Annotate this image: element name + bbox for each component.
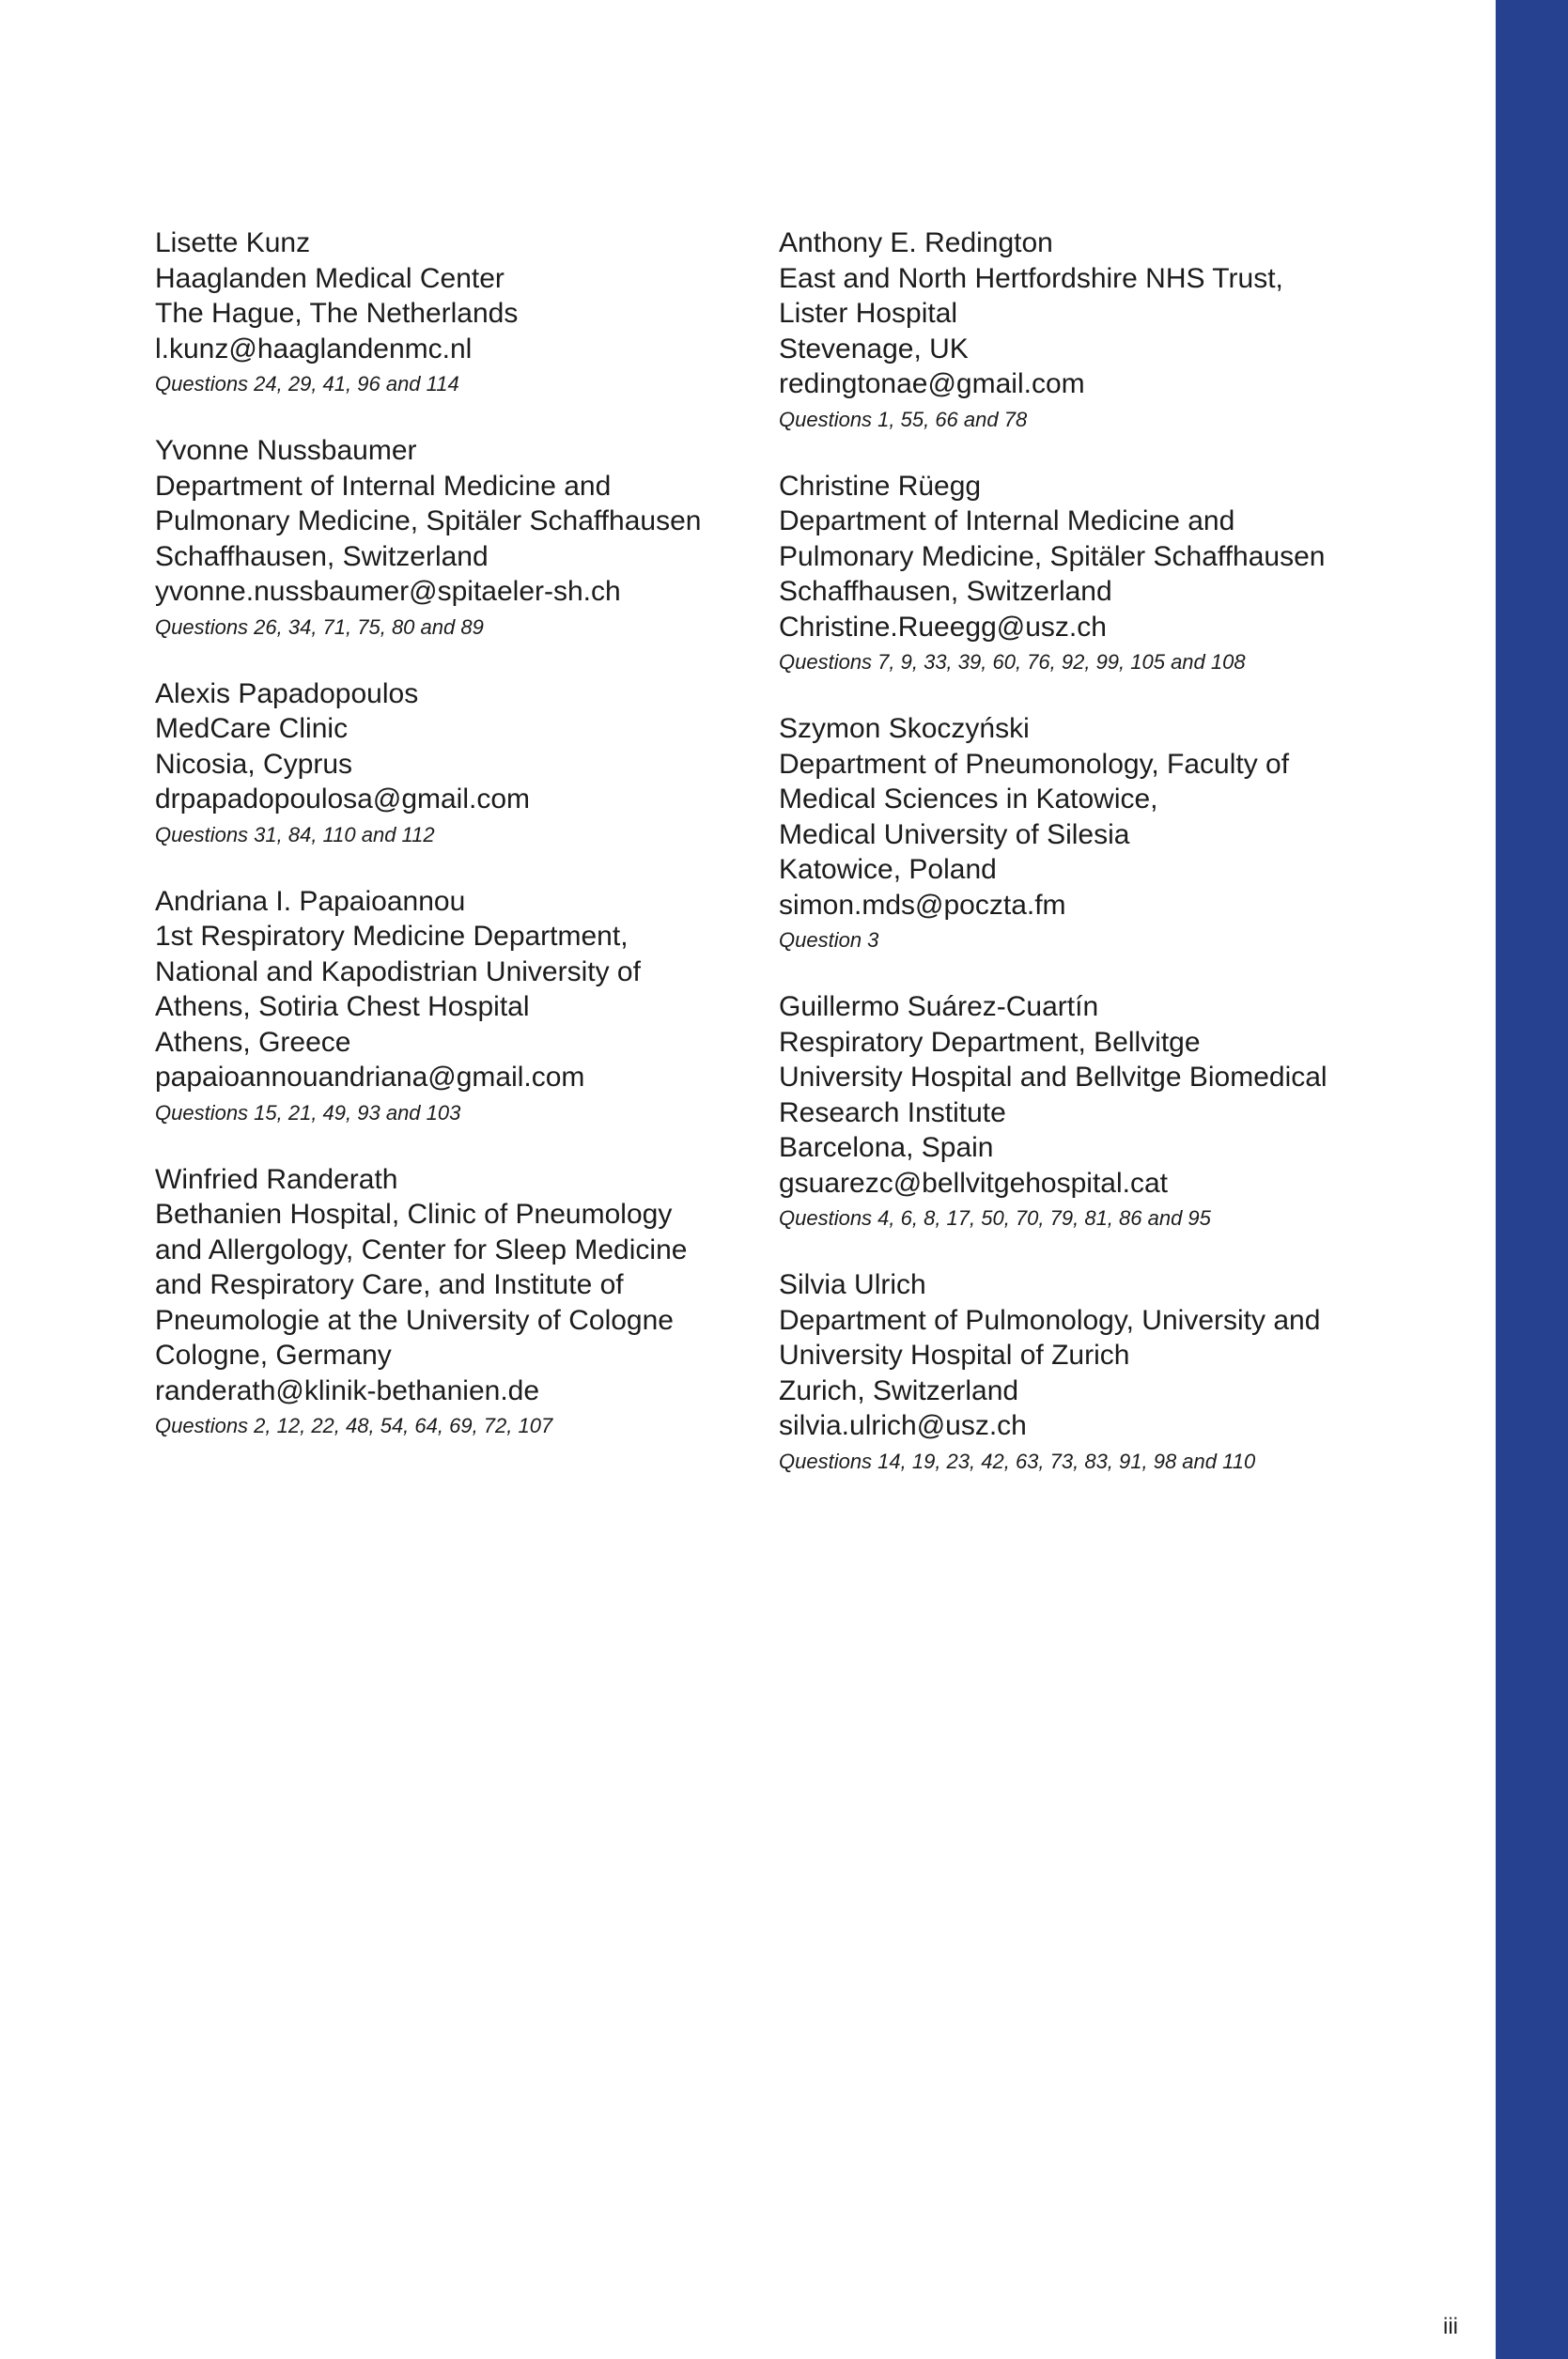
contributor-entry: [155, 1162, 756, 1442]
contributor-affiliation-line: and Respiratory Care, and Institute of: [155, 1269, 624, 1300]
contributor-email: Christine.Rueegg@usz.ch: [779, 611, 1107, 643]
contributor-affiliation-line: Research Institute: [779, 1096, 1006, 1128]
contributor-name: Yvonne Nussbaumer: [155, 435, 417, 466]
contributor-affiliation-line: Pneumologie at the University of Cologne: [155, 1304, 674, 1336]
contributor-affiliation-line: Lister Hospital: [779, 298, 958, 329]
page-number: iii: [1443, 2314, 1458, 2339]
contributor-affiliation-line: Pulmonary Medicine, Spitäler Schaffhausen: [155, 505, 702, 536]
contributor-affiliation-line: The Hague, The Netherlands: [155, 298, 519, 329]
contributor-questions: Question 3: [779, 928, 879, 952]
contributor-entry: [779, 989, 1380, 1234]
contributor-affiliation-line: Medical Sciences in Katowice,: [779, 784, 1158, 815]
side-color-bar: [1496, 0, 1568, 2359]
contributor-questions: Questions 2, 12, 22, 48, 54, 64, 69, 72, 107: [155, 1414, 553, 1437]
contributor-questions: Questions 7, 9, 33, 39, 60, 76, 92, 99, 105 and 108: [779, 650, 1246, 674]
contributor-entry: [155, 884, 756, 1128]
contributor-affiliation-line: Medical University of Silesia: [779, 818, 1130, 850]
contributor-name: Winfried Randerath: [155, 1163, 398, 1195]
contributor-entry: [155, 433, 756, 643]
contributor-affiliation-line: University Hospital of Zurich: [779, 1340, 1130, 1371]
contributor-affiliation-line: Respiratory Department, Bellvitge: [779, 1026, 1201, 1058]
contributor-affiliation-line: 1st Respiratory Medicine Department,: [155, 921, 629, 952]
contributor-entry: [779, 469, 1380, 678]
contributor-affiliation-line: Haaglanden Medical Center: [155, 262, 505, 294]
contributor-affiliation-line: Athens, Greece: [155, 1026, 351, 1058]
contributor-affiliation-line: Stevenage, UK: [779, 333, 969, 365]
contributor-name: Guillermo Suárez-Cuartín: [779, 991, 1099, 1022]
contributor-affiliation-line: Nicosia, Cyprus: [155, 748, 353, 780]
contributor-questions: Questions 24, 29, 41, 96 and 114: [155, 372, 459, 396]
contributor-entry: [779, 711, 1380, 955]
contributor-email: randerath@klinik-bethanien.de: [155, 1374, 540, 1406]
contributor-affiliation-line: Schaffhausen, Switzerland: [779, 576, 1112, 607]
contributor-affiliation-line: MedCare Clinic: [155, 713, 349, 744]
contributor-affiliation-line: Department of Internal Medicine and: [155, 470, 612, 502]
contributor-affiliation-line: Barcelona, Spain: [779, 1132, 994, 1163]
contributor-email: silvia.ulrich@usz.ch: [779, 1410, 1027, 1441]
contributor-questions: Questions 26, 34, 71, 75, 80 and 89: [155, 614, 484, 639]
contributor-affiliation-line: Department of Pulmonology, University and: [779, 1304, 1321, 1336]
contributor-entry: [155, 225, 756, 399]
contributor-email: simon.mds@poczta.fm: [779, 889, 1066, 921]
contributor-questions: Questions 14, 19, 23, 42, 63, 73, 83, 91, 98 and 110: [779, 1449, 1256, 1473]
contributor-email: papaioannouandriana@gmail.com: [155, 1062, 585, 1093]
contributor-affiliation-line: Katowice, Poland: [779, 854, 997, 885]
contributor-questions: Questions 4, 6, 8, 17, 50, 70, 79, 81, 86 and 95: [779, 1206, 1211, 1230]
contributor-affiliation-line: Pulmonary Medicine, Spitäler Schaffhausen: [779, 540, 1326, 572]
contributor-affiliation-line: University Hospital and Bellvitge Biomedical: [779, 1062, 1327, 1093]
contributor-affiliation-line: Cologne, Germany: [155, 1340, 392, 1371]
contributor-email: redingtonae@gmail.com: [779, 368, 1085, 399]
contributor-name: Andriana I. Papaioannou: [155, 885, 466, 917]
contributor-affiliation-line: Athens, Sotiria Chest Hospital: [155, 991, 530, 1022]
contributor-email: l.kunz@haaglandenmc.nl: [155, 333, 473, 365]
contributor-affiliation-line: Schaffhausen, Switzerland: [155, 540, 489, 572]
contributor-name: Silvia Ulrich: [779, 1269, 926, 1300]
contributor-name: Christine Rüegg: [779, 470, 982, 502]
contributor-entry: [155, 676, 756, 850]
contributor-affiliation-line: Zurich, Switzerland: [779, 1374, 1019, 1406]
contributor-affiliation-line: East and North Hertfordshire NHS Trust,: [779, 262, 1283, 294]
contributors-right-column: [779, 225, 1380, 1511]
contributor-name: Lisette Kunz: [155, 227, 311, 258]
contributor-affiliation-line: and Allergology, Center for Sleep Medicine: [155, 1234, 688, 1265]
contributor-name: Szymon Skoczyński: [779, 713, 1030, 744]
contributor-questions: Questions 1, 55, 66 and 78: [779, 407, 1028, 431]
contributor-affiliation-line: Department of Internal Medicine and: [779, 505, 1235, 536]
contributor-name: Alexis Papadopoulos: [155, 677, 419, 709]
contributor-affiliation-line: Department of Pneumonology, Faculty of: [779, 748, 1290, 780]
contributor-affiliation-line: Bethanien Hospital, Clinic of Pneumology: [155, 1199, 673, 1230]
contributor-questions: Questions 31, 84, 110 and 112: [155, 822, 435, 846]
contributor-affiliation-line: National and Kapodistrian University of: [155, 955, 641, 987]
contributor-email: drpapadopoulosa@gmail.com: [155, 784, 531, 815]
contributor-questions: Questions 15, 21, 49, 93 and 103: [155, 1100, 461, 1125]
contributor-entry: [779, 225, 1380, 435]
contributors-left-column: [155, 225, 756, 1475]
contributor-entry: [779, 1267, 1380, 1477]
contributor-email: yvonne.nussbaumer@spitaeler-sh.ch: [155, 576, 621, 607]
contributor-email: gsuarezc@bellvitgehospital.cat: [779, 1167, 1169, 1199]
contributor-name: Anthony E. Redington: [779, 227, 1053, 258]
